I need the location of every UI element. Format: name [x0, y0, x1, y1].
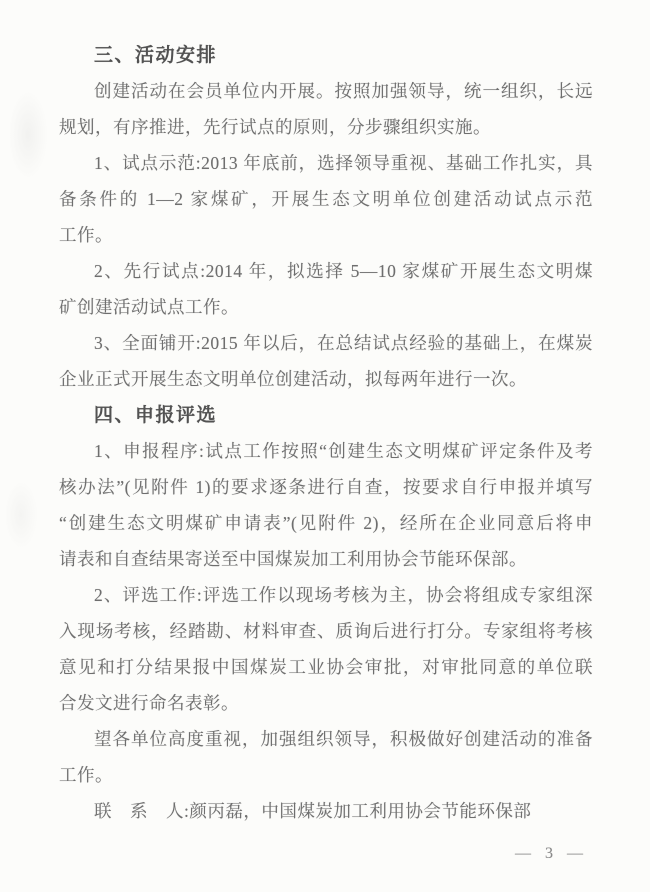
- text-line: 矿创建活动试点工作。: [59, 297, 239, 317]
- document-body: [59, 37, 593, 829]
- text-line: 规划，有序推进，先行试点的原则，分步骤组织实施。: [59, 117, 491, 137]
- text-line: “创建生态文明煤矿申请表”(见附件 2)，经所在企业同意后将申: [59, 513, 593, 533]
- scan-smudge-artifact: [8, 90, 48, 180]
- scan-smudge-artifact: [4, 480, 38, 550]
- text-line: 入现场考核，经踏勘、材料审查、质询后进行打分。专家组将考核: [59, 621, 593, 641]
- paragraph: [59, 433, 593, 577]
- paragraph: [59, 721, 593, 793]
- section-heading: 四、申报评选: [94, 404, 218, 426]
- text-line: 联 系 人:颜丙磊，中国煤炭加工利用协会节能环保部: [94, 801, 532, 821]
- text-line: 创建活动在会员单位内开展。按照加强领导，统一组织，长远: [94, 81, 593, 101]
- text-line: 请表和自查结果寄送至中国煤炭加工利用协会节能环保部。: [59, 549, 527, 569]
- paragraph: [59, 577, 593, 721]
- text-line: 核办法”(见附件 1)的要求逐条进行自查，按要求自行申报并填写: [59, 477, 593, 497]
- text-line: 1、试点示范:2013 年底前，选择领导重视、基础工作扎实，具: [94, 153, 593, 173]
- paragraph: [59, 253, 593, 325]
- paragraph: [59, 73, 593, 145]
- page-number: — 3 —: [515, 845, 588, 862]
- text-line: 意见和打分结果报中国煤炭工业协会审批，对审批同意的单位联: [59, 657, 593, 677]
- text-line: 1、申报程序:试点工作按照“创建生态文明煤矿评定条件及考: [94, 441, 593, 461]
- section-heading: 三、活动安排: [94, 44, 218, 66]
- text-line: 工作。: [59, 765, 113, 785]
- paragraph: [59, 325, 593, 397]
- text-line: 3、全面铺开:2015 年以后，在总结试点经验的基础上，在煤炭: [94, 333, 593, 353]
- text-line: 望各单位高度重视，加强组织领导，积极做好创建活动的准备: [94, 729, 593, 749]
- text-line: 2、先行试点:2014 年，拟选择 5—10 家煤矿开展生态文明煤: [94, 261, 593, 281]
- paragraph: [59, 793, 593, 829]
- paragraph: [59, 145, 593, 253]
- text-line: 备条件的 1—2 家煤矿，开展生态文明单位创建活动试点示范: [59, 189, 593, 209]
- text-line: 合发文进行命名表彰。: [59, 693, 239, 713]
- text-line: 2、评选工作:评选工作以现场考核为主，协会将组成专家组深: [94, 585, 593, 605]
- text-line: 企业正式开展生态文明单位创建活动，拟每两年进行一次。: [59, 369, 527, 389]
- text-line: 工作。: [59, 225, 113, 245]
